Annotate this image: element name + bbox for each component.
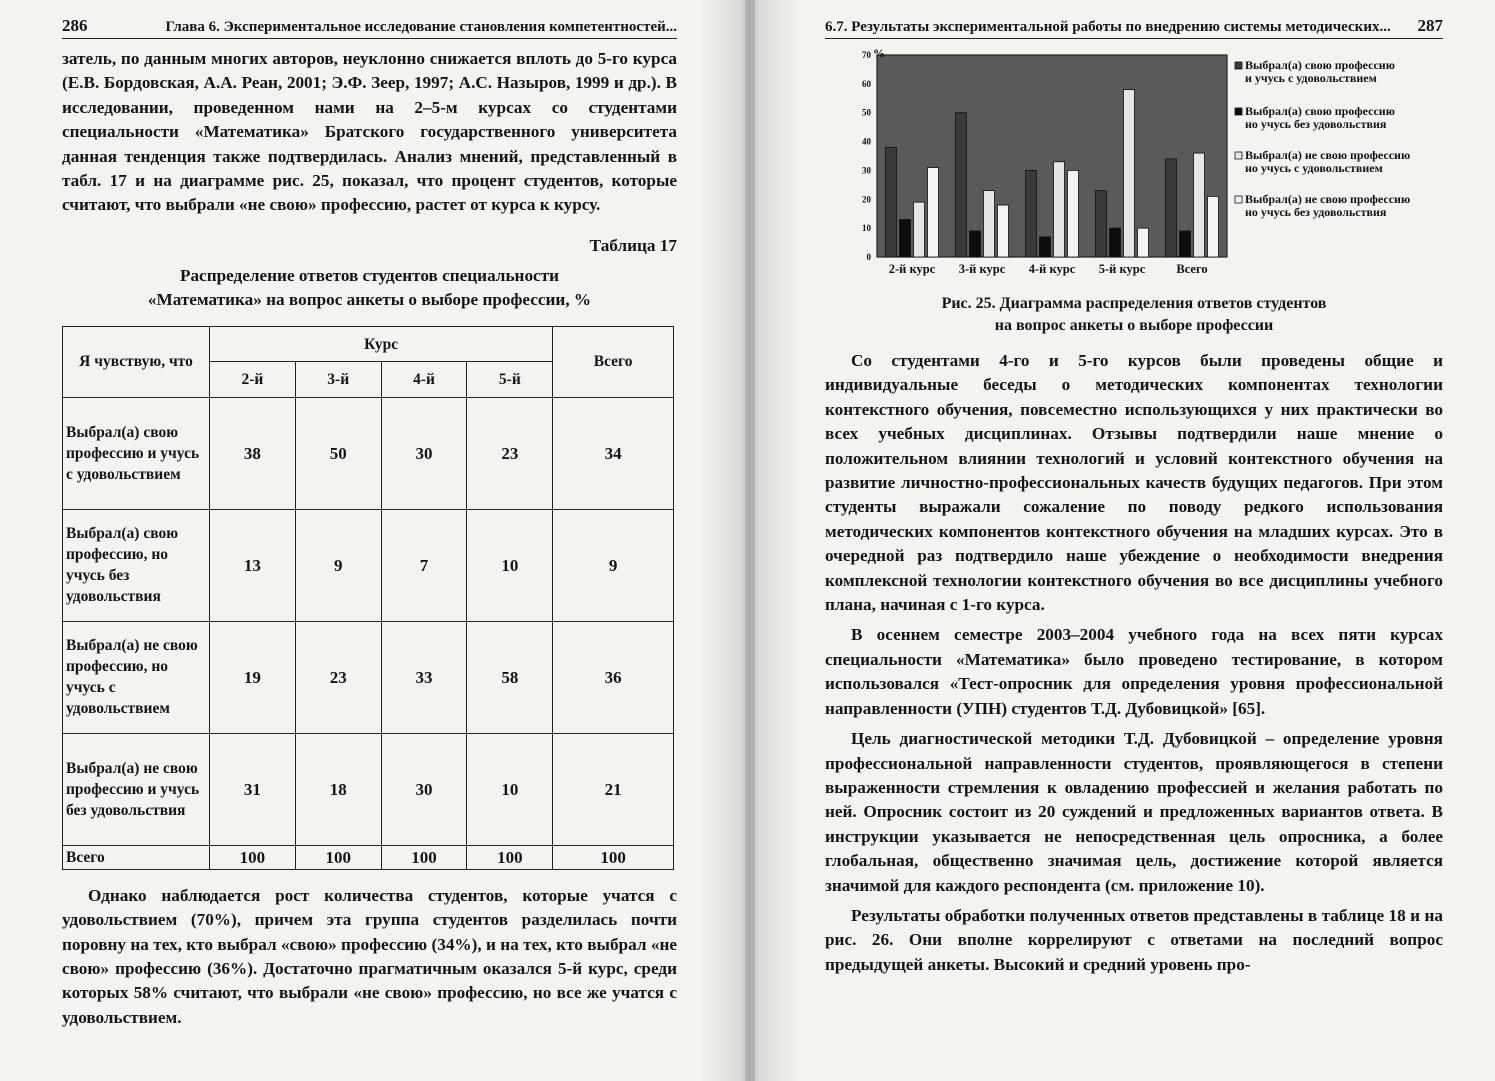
table-row bbox=[63, 621, 674, 733]
bar bbox=[1026, 170, 1037, 257]
table-cell: 50 bbox=[295, 397, 381, 509]
left-paragraph-1: затель, по данным многих авторов, неуклонно снижается вплоть до 5-го курса (Е.В. Бордовская, А.А. Реан, 2001; Э.Ф. Зеер, 1997; А.С. Назыров, 1999 и др.). В исследовании, проведенном нами на 2–5-м курсах со студентами специальности «Математика» Братского государственного университета данная тенденция также подтвердилась. Анализ мнений, представленный в табл. 17 и на диаграмме рис. 25, показал, что процент студентов, которые считают, что выбрали «не свою» профессию, растет от курса к курсу. bbox=[62, 49, 677, 215]
legend-swatch bbox=[1235, 196, 1242, 203]
table-cell: 33 bbox=[381, 621, 467, 733]
legend-label: но учусь без удовольствия bbox=[1245, 205, 1387, 219]
table-cell: 19 bbox=[210, 621, 296, 733]
x-tick-label: 2-й курс bbox=[888, 262, 936, 276]
right-page-number: 287 bbox=[1417, 16, 1443, 35]
y-tick-label: 10 bbox=[862, 223, 871, 234]
bar-chart-svg bbox=[825, 47, 1445, 287]
bar bbox=[914, 202, 925, 257]
bar bbox=[900, 219, 911, 257]
table-total-header: Всего bbox=[553, 326, 674, 397]
bar bbox=[1068, 170, 1079, 257]
table-cell: 58 bbox=[467, 621, 553, 733]
table-corner-header: Я чувствую, что bbox=[63, 326, 210, 397]
table-cell: 10 bbox=[467, 509, 553, 621]
row-label: Всего bbox=[63, 845, 210, 869]
left-page-number: 286 bbox=[62, 16, 88, 35]
row-label: Выбрал(а) свою профессию и учусь с удовольствием bbox=[63, 397, 210, 509]
bar bbox=[928, 168, 939, 257]
bar bbox=[1194, 153, 1205, 257]
table-cell-total: 9 bbox=[553, 509, 674, 621]
table-cell: 100 bbox=[295, 845, 381, 869]
table-label: Таблица 17 bbox=[589, 235, 677, 255]
table-cell-total: 21 bbox=[553, 733, 674, 845]
left-page bbox=[0, 0, 745, 1081]
y-tick-label: 40 bbox=[862, 136, 871, 147]
legend-label: Выбрал(а) свою профессию bbox=[1245, 104, 1395, 118]
right-body bbox=[825, 349, 1443, 977]
left-running-title: Глава 6. Экспериментальное исследование становления компетентностей... bbox=[165, 19, 677, 35]
table-cell: 7 bbox=[381, 509, 467, 621]
table-cell: 18 bbox=[295, 733, 381, 845]
table-cell: 31 bbox=[210, 733, 296, 845]
table-col-header: 4-й bbox=[381, 362, 467, 398]
y-tick-label: 30 bbox=[862, 165, 871, 176]
bar bbox=[1166, 159, 1177, 257]
bar bbox=[970, 231, 981, 257]
right-page bbox=[755, 0, 1495, 1081]
table-title-line-2: «Математика» на вопрос анкеты о выборе профессии, % bbox=[147, 289, 592, 309]
y-tick-label: 70 bbox=[862, 50, 871, 60]
x-tick-label: Всего bbox=[1176, 262, 1208, 276]
left-running-head bbox=[62, 16, 677, 39]
caption-figure-number: Рис. 25. bbox=[941, 295, 996, 312]
bar bbox=[956, 113, 967, 257]
legend-swatch bbox=[1235, 62, 1242, 69]
bar-chart bbox=[825, 47, 1445, 287]
table-cell: 100 bbox=[381, 845, 467, 869]
bar bbox=[984, 191, 995, 257]
bar bbox=[998, 205, 1009, 257]
legend-label: но учусь без удовольствия bbox=[1245, 117, 1387, 131]
caption-line-1: Диаграмма распределения ответов студентов bbox=[999, 295, 1327, 312]
y-tick-label: 50 bbox=[862, 107, 871, 118]
table-cell: 23 bbox=[467, 397, 553, 509]
table-cell: 100 bbox=[210, 845, 296, 869]
table-group-header: Курс bbox=[210, 326, 553, 362]
row-label: Выбрал(а) свою профессию, но учусь без удовольствия bbox=[63, 509, 210, 621]
table-col-header: 2-й bbox=[210, 362, 296, 398]
table-row bbox=[63, 733, 674, 845]
y-tick-label: 60 bbox=[862, 78, 871, 89]
table-col-header: 5-й bbox=[467, 362, 553, 398]
bar bbox=[1110, 228, 1121, 257]
table-cell: 100 bbox=[467, 845, 553, 869]
row-label: Выбрал(а) не свою профессию и учусь без удовольствия bbox=[63, 733, 210, 845]
bar bbox=[1124, 90, 1135, 257]
survey-table bbox=[62, 326, 674, 870]
legend-swatch bbox=[1235, 152, 1242, 159]
right-paragraph-1: Со студентами 4-го и 5-го курсов были проведены общие и индивидуальные беседы о методических компонентах технологии контекстного обучения, повсеместно использующихся у них практически во всех учебных дисциплинах. Отзывы подтвердили наше мнение о положительном влиянии технологий и условий контекстного обучения на развитие личностно-профессиональных качеств будущих педагогов. При этом студенты выражали сожаление по поводу редкого использования методических компонентов контекстного обучения на младших курсах. Это в очередной раз подтвердило наше убеждение о необходимости внедрения комплексной технологии контекстного обучения во все дисциплины учебного плана, начиная с 1-го курса. bbox=[825, 351, 1443, 615]
bar bbox=[886, 147, 897, 257]
table-cell: 30 bbox=[381, 397, 467, 509]
table-cell: 9 bbox=[295, 509, 381, 621]
bar bbox=[1040, 237, 1051, 257]
table-row-total bbox=[63, 845, 674, 869]
figure-caption bbox=[825, 293, 1443, 337]
table-row bbox=[63, 509, 674, 621]
bar bbox=[1138, 228, 1149, 257]
legend-label: но учусь с удовольствием bbox=[1245, 161, 1383, 175]
bar bbox=[1180, 231, 1191, 257]
table-cell: 10 bbox=[467, 733, 553, 845]
table-title bbox=[62, 264, 677, 312]
table-cell-total: 100 bbox=[553, 845, 674, 869]
legend-label: Выбрал(а) свою профессию bbox=[1245, 58, 1395, 72]
table-cell: 23 bbox=[295, 621, 381, 733]
table-cell: 13 bbox=[210, 509, 296, 621]
right-paragraph-4: Результаты обработки полученных ответов представлены в таблице 18 и на рис. 26. Они вполне коррелируют с ответами на последний вопрос предыдущей анкеты. Высокий и средний уровень про- bbox=[825, 905, 1443, 974]
bar bbox=[1054, 162, 1065, 257]
caption-line-2: на вопрос анкеты о выборе профессии bbox=[994, 317, 1274, 334]
right-running-head bbox=[825, 16, 1443, 39]
legend-swatch bbox=[1235, 108, 1242, 115]
right-paragraph-2: В осеннем семестре 2003–2004 учебного года на всех пяти курсах специальности «Математика» было проведено тестирование, в котором использовался «Тест-опросник для определения уровня профессиональной направленности (УПН) студентов Т.Д. Дубовицкой» [65]. bbox=[825, 625, 1443, 718]
y-tick-label: 20 bbox=[862, 194, 871, 205]
left-paragraph-2: Однако наблюдается рост количества студентов, которые учатся с удовольствием (70%), причем эта группа студентов разделилась почти поровну на тех, кто выбрал «свою» профессию (34%), и на тех, кто выбрал «не свою» профессию (36%). Достаточно прагматичным оказался 5-й курс, среди которых 58% считают, что выбрали «не свою» профессию, но все же учатся с удовольствием. bbox=[62, 885, 677, 1027]
x-tick-label: 3-й курс bbox=[958, 262, 1006, 276]
table-cell-total: 36 bbox=[553, 621, 674, 733]
legend-label: и учусь с удовольствием bbox=[1245, 71, 1377, 85]
x-tick-label: 5-й курс bbox=[1098, 262, 1146, 276]
table-row bbox=[63, 397, 674, 509]
y-axis-unit: % bbox=[873, 47, 885, 60]
right-running-title: 6.7. Результаты экспериментальной работы по внедрению системы методических... bbox=[825, 19, 1391, 35]
table-title-line-1: Распределение ответов студентов специальности bbox=[179, 265, 560, 285]
table-col-header: 3-й bbox=[295, 362, 381, 398]
row-label: Выбрал(а) не свою профессию, но учусь с удовольствием bbox=[63, 621, 210, 733]
legend-label: Выбрал(а) не свою профессию bbox=[1245, 148, 1411, 162]
table-cell: 38 bbox=[210, 397, 296, 509]
bar bbox=[1208, 196, 1219, 257]
legend-label: Выбрал(а) не свою профессию bbox=[1245, 192, 1411, 206]
table-cell: 30 bbox=[381, 733, 467, 845]
x-tick-label: 4-й курс bbox=[1028, 262, 1076, 276]
right-paragraph-3: Цель диагностической методики Т.Д. Дубовицкой – определение уровня профессиональной направленности студентов, проявляющегося в степени выраженности стремления к овладению профессией и желания работать по ней. Опросник состоит из 20 суждений и предложенных вариантов ответа. В инструкции указывается не непосредственная цель опросника, а более глобальная, общественно значимая цель, достижение которой является значимой для каждого респондента (см. приложение 10). bbox=[825, 729, 1443, 895]
table-cell-total: 34 bbox=[553, 397, 674, 509]
y-tick-label: 0 bbox=[866, 252, 871, 262]
bar bbox=[1096, 191, 1107, 257]
